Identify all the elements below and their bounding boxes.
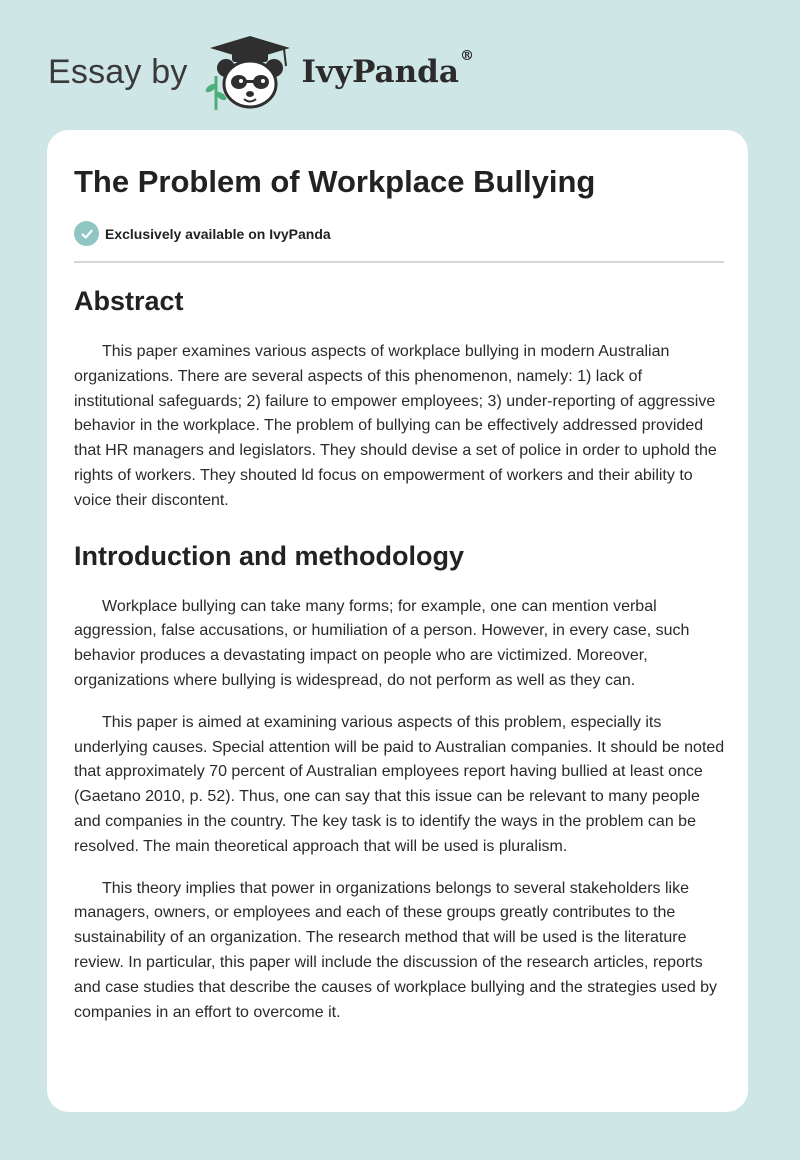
brand-header — [48, 32, 474, 112]
abstract-paragraph: This paper examines various aspects of workplace bullying in modern Australian organizations. There are several aspects of this phenomenon, namely: 1) lack of institutional safeguards; 2) failure to empower employees; 3) under-reporting of aggressive behavior in the workplace. The problem of bullying can be effectively addressed provided that HR managers and legislators. They should devise a set of police in order to uphold the rights of workers. They shouted ld focus on empowerment of workers and their ability to voice their discontent. — [74, 343, 717, 509]
brand-name[interactable]: IvyPanda® — [301, 48, 474, 90]
section-heading-abstract: Abstract — [74, 286, 184, 316]
essay-card — [47, 130, 748, 1112]
intro-paragraph-3: This theory implies that power in organizations belongs to several stakeholders like managers, owners, or employees and each of these groups greatly contributes to the sustainability of an organization. The research method that will be used is the literature review. In particular, this paper will include the discussion of the research articles, reports and case studies that describe the causes of workplace bullying and the strategies used by companies in an effort to overcome it. — [74, 879, 718, 1021]
exclusive-badge — [74, 221, 331, 246]
intro-paragraph-2: This paper is aimed at examining various aspects of this problem, especially its underlying causes. Special attention will be paid to Australian companies. It should be noted that approximately 70 percent of Australian employees report having bullied at least once (Gaetano 2010, p. 52). Thus, one can say that this issue can be relevant to many people and companies in the country. The key task is to identify the ways in the problem can be resolved. The main theoretical approach that will be used is pluralism. — [74, 713, 725, 855]
checkmark-icon — [74, 221, 99, 246]
panda-logo-icon[interactable] — [202, 32, 298, 112]
exclusive-label: Exclusively available on IvyPanda — [105, 225, 331, 242]
intro-paragraph-1: Workplace bullying can take many forms; for example, one can mention verbal aggression, false accusations, or humiliation of a person. However, in every case, such behavior produces a devastating impact on people who are victimized. Moreover, organizations where bullying is widespread, do not perform as well as they can. — [74, 597, 690, 689]
essay-body — [74, 280, 726, 1025]
divider — [74, 261, 724, 263]
page-title: The Problem of Workplace Bullying — [74, 164, 596, 199]
registered-mark: ® — [459, 48, 474, 64]
section-heading-introduction: Introduction and methodology — [74, 540, 464, 571]
essay-by-label: Essay by — [48, 52, 188, 91]
